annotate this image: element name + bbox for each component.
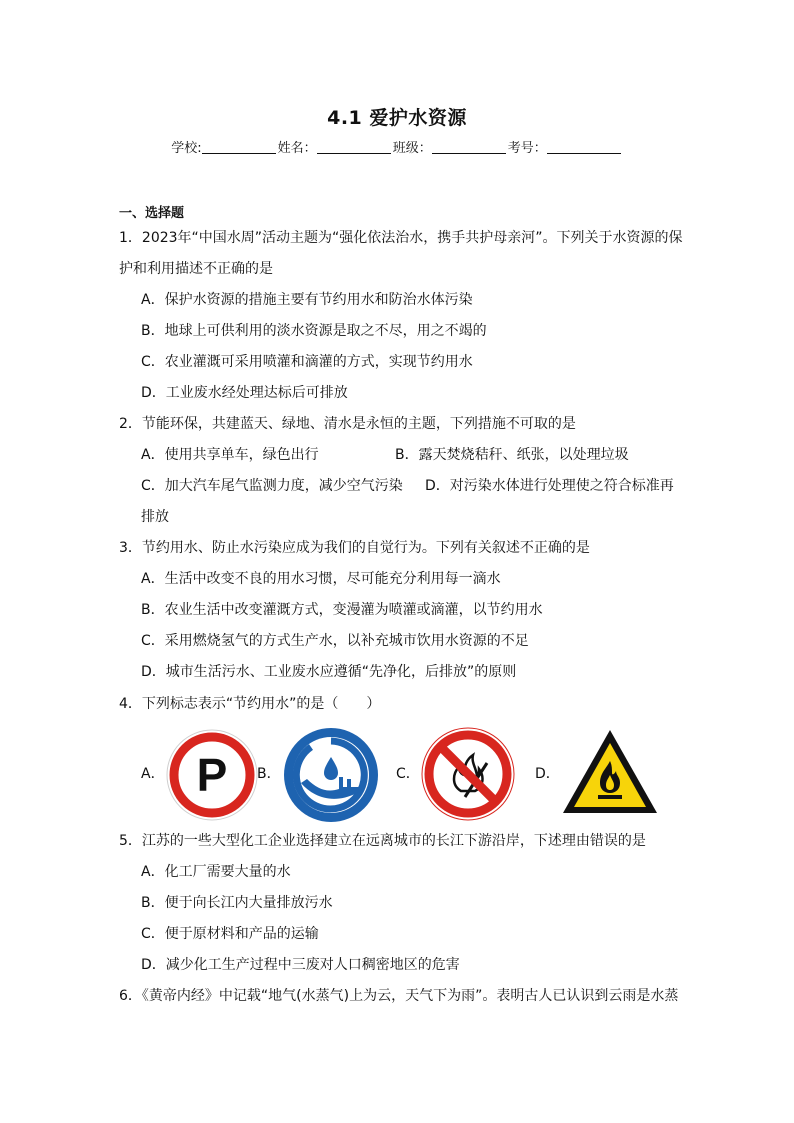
question-2-option-d[interactable]: D．对污染水体进行处理使之符合标准再 — [425, 478, 674, 494]
question-2-option-a[interactable]: A．使用共享单车，绿色出行 — [141, 447, 319, 463]
no-parking-sign-icon[interactable] — [166, 729, 258, 821]
question-3-option-a[interactable]: A．生活中改变不良的用水习惯，尽可能充分利用每一滴水 — [141, 571, 501, 587]
question-2-line-1: 2．节能环保，共建蓝天、绿地、清水是永恒的主题，下列措施不可取的是 — [119, 416, 576, 432]
school-blank[interactable] — [202, 140, 276, 154]
class-label: 班级： — [392, 141, 432, 156]
question-6-line-1: 6．《黄帝内经》中记载“地气(水蒸气)上为云，天气下为雨”。表明古人已认识到云雨是水蒸 — [119, 988, 679, 1004]
question-4-option-a[interactable]: A． — [141, 766, 165, 782]
question-3-line-1: 3．节约用水、防止水污染应成为我们的自觉行为。下列有关叙述不正确的是 — [119, 540, 590, 556]
question-5-line-1: 5．江苏的一些大型化工企业选择建立在远离城市的长江下游沿岸，下述理由错误的是 — [119, 833, 646, 849]
question-3-option-d[interactable]: D．城市生活污水、工业废水应遵循“先净化，后排放”的原则 — [141, 664, 517, 680]
question-3-option-c[interactable]: C．采用燃烧氢气的方式生产水，以补充城市饮用水资源的不足 — [141, 633, 529, 649]
parking-p-letter: P — [196, 749, 228, 801]
question-1-option-a[interactable]: A．保护水资源的措施主要有节约用水和防治水体污染 — [141, 292, 473, 308]
question-1-option-b[interactable]: B．地球上可供利用的淡水资源是取之不尽，用之不竭的 — [141, 323, 487, 339]
class-blank[interactable] — [432, 140, 506, 154]
question-5-option-c[interactable]: C．便于原材料和产品的运输 — [141, 926, 319, 942]
question-4-option-c[interactable]: C． — [396, 766, 420, 782]
question-1-option-c[interactable]: C．农业灌溉可采用喷灌和滴灌的方式，实现节约用水 — [141, 354, 473, 370]
question-4-line-1: 4．下列标志表示“节约用水”的是（ ） — [119, 696, 381, 712]
name-label: 姓名： — [277, 141, 317, 156]
water-saving-sign-icon[interactable] — [283, 727, 379, 823]
school-label: 学校: — [171, 141, 202, 156]
question-2-option-d-cont: 排放 — [141, 509, 169, 525]
name-blank[interactable] — [317, 140, 391, 154]
number-label: 考号： — [507, 141, 547, 156]
question-1-line-1: 1．2023年“中国水周”活动主题为“强化依法治水，携手共护母亲河”。下列关于水资源的保 — [119, 230, 683, 246]
no-fire-sign-icon[interactable] — [421, 727, 515, 821]
question-3-option-b[interactable]: B．农业生活中改变灌溉方式，变漫灌为喷灌或滴灌，以节约用水 — [141, 602, 543, 618]
question-5-option-b[interactable]: B．便于向长江内大量排放污水 — [141, 895, 333, 911]
question-5-option-a[interactable]: A．化工厂需要大量的水 — [141, 864, 291, 880]
question-4-option-d[interactable]: D． — [535, 766, 560, 782]
number-blank[interactable] — [547, 140, 621, 154]
student-info-row — [0, 137, 794, 156]
question-2-option-b[interactable]: B．露天焚烧秸秆、纸张，以处理垃圾 — [395, 447, 629, 463]
question-2-option-c[interactable]: C．加大汽车尾气监测力度，减少空气污染 — [141, 478, 403, 494]
page-title: 4.1 爱护水资源 — [327, 107, 467, 129]
question-1-option-d[interactable]: D．工业废水经处理达标后可排放 — [141, 385, 348, 401]
flammable-warning-sign-icon[interactable] — [560, 727, 660, 817]
section-title: 一、选择题 — [119, 206, 185, 221]
question-1-line-2: 护和利用描述不正确的是 — [119, 261, 273, 277]
question-5-option-d[interactable]: D．减少化工生产过程中三废对人口稠密地区的危害 — [141, 957, 460, 973]
question-4-option-b[interactable]: B． — [257, 766, 281, 782]
